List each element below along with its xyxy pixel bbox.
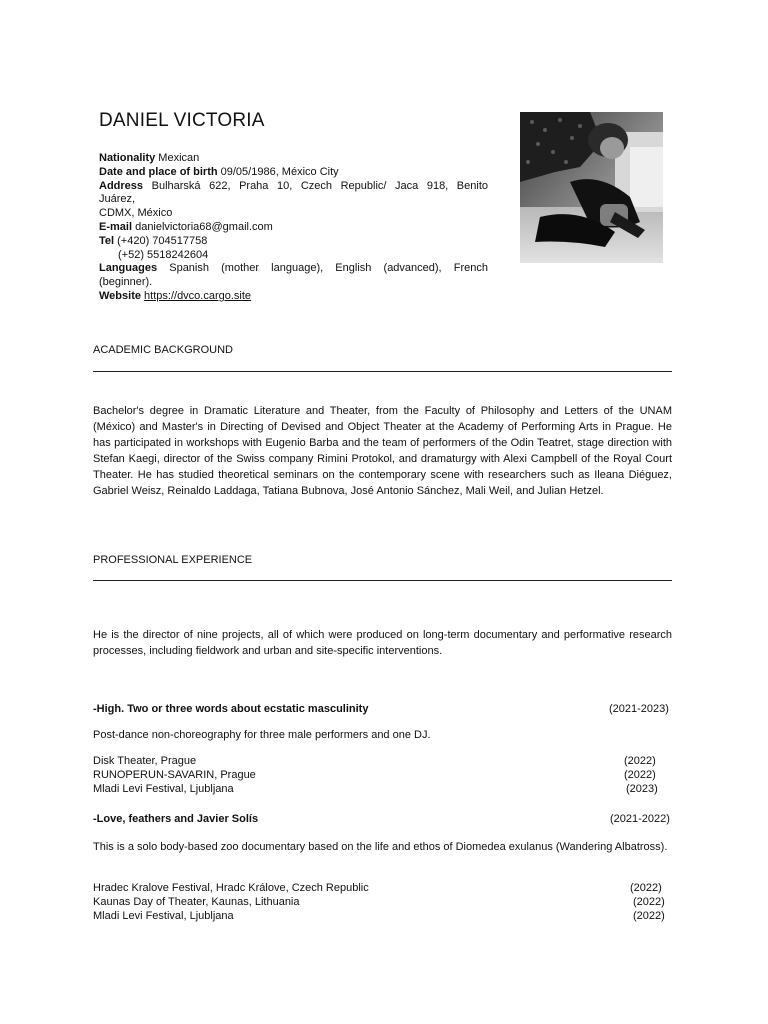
nationality-label: Nationality: [99, 152, 156, 164]
professional-heading: PROFESSIONAL EXPERIENCE: [93, 554, 253, 566]
project-description: Post-dance non-choreography for three male performers and one DJ.: [93, 729, 431, 741]
birth-value: 09/05/1986, México City: [220, 165, 339, 178]
email-value: danielvictoria68@gmail.com: [135, 220, 273, 233]
languages-label: Languages: [99, 262, 158, 275]
tel-value-2: (+52) 5518242604: [118, 248, 209, 261]
professional-intro: He is the director of nine projects, all of which were produced on long-term documentary and performative research processes, including fieldwork and urban and site-specific interventions.: [93, 629, 672, 657]
address-row: [99, 180, 488, 194]
address-line-1: Bulharská 622, Praha 10, Czech Republic/ Jaca 918, Benito: [151, 179, 488, 192]
address-line-2: Juárez,: [99, 193, 136, 206]
languages-line-2: (beginner).: [99, 276, 153, 289]
academic-text: Bachelor's degree in Dramatic Literature and Theater, from the Faculty of Philosophy and Letters of the UNAM (México) and Master's in Directing of Devised and Object Theater at the Academy of Performing Arts in Prague. He has participated in workshops with Eugenio Barba and the team of performers of the Odin Teatret, stage direction with Stefan Kaegi, director of the Swiss company Rimini Protokol, and dramaturgy with Alexi Campbell of the Royal Court Theater. He has studied theoretical seminars on the contemporary scene with researchers such as Ileana Diéguez, Gabriel Weisz, Reinaldo Laddaga, Tatiana Bubnova, José Antonio Sánchez, Mali Weil, and Julian Hetzel.: [93, 405, 672, 497]
address-label: Address: [99, 179, 144, 192]
section-divider: [93, 371, 672, 372]
academic-heading: ACADEMIC BACKGROUND: [93, 344, 233, 356]
project-title: -High. Two or three words about ecstatic masculinity: [93, 703, 369, 715]
project-years: (2021-2022): [610, 813, 670, 825]
venue-name: Disk Theater, Prague: [93, 755, 197, 767]
venue-year: (2022): [633, 896, 665, 908]
page-title: DANIEL VICTORIA: [99, 110, 265, 131]
venue-year: (2022): [633, 910, 665, 922]
website-label: Website: [99, 289, 141, 302]
website-row: [99, 290, 488, 304]
venue-name: Mladi Levi Festival, Ljubljana: [93, 910, 234, 922]
languages-row: [99, 262, 488, 276]
venue-year: (2022): [630, 882, 662, 894]
birth-label: Date and place of birth: [99, 165, 218, 178]
email-label: E-mail: [99, 220, 133, 233]
venue-year: (2022): [624, 755, 656, 767]
nationality-value: Mexican: [158, 152, 200, 164]
birth-row: [99, 166, 488, 180]
tel-row: [99, 235, 488, 249]
venue-name: RUNOPERUN-SAVARIN, Prague: [93, 769, 256, 781]
nationality-row: [99, 152, 488, 166]
tel-value-1: (+420) 704517758: [117, 234, 208, 247]
email-row: [99, 221, 488, 235]
profile-photo-image: [520, 112, 663, 263]
venue-name: Hradec Kralove Festival, Hradc Králove, Czech Republic: [93, 882, 369, 894]
venue-year: (2023): [626, 783, 658, 795]
profile-photo: [520, 112, 663, 263]
project-description: This is a solo body-based zoo documentary based on the life and ethos of Diomedea exulanus (Wandering Albatross).: [93, 841, 668, 853]
tel-label: Tel: [99, 234, 115, 247]
languages-line-1: Spanish (mother language), English (advanced), French: [169, 262, 488, 275]
venue-name: Kaunas Day of Theater, Kaunas, Lithuania: [93, 896, 300, 908]
project-years: (2021-2023): [609, 703, 669, 715]
address-line-3: CDMX, México: [99, 207, 173, 220]
website-link[interactable]: https://dvco.cargo.site: [144, 289, 252, 302]
venue-year: (2022): [624, 769, 656, 781]
venue-name: Mladi Levi Festival, Ljubljana: [93, 783, 234, 795]
project-title: -Love, feathers and Javier Solís: [93, 813, 259, 825]
section-divider: [93, 580, 672, 581]
personal-info: [99, 152, 488, 304]
